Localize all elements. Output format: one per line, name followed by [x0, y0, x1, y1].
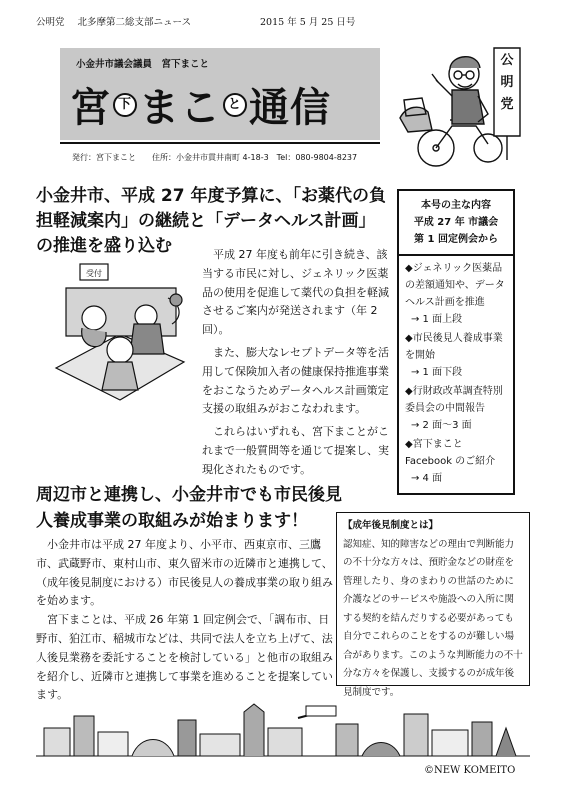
toc-heading-line: 本号の主な内容 — [421, 200, 491, 211]
toc-item-page: → 2 面～3 面 — [411, 420, 472, 431]
reception-sign: 受付 — [86, 269, 102, 278]
cyclist-cartoon-illustration — [392, 40, 528, 170]
svg-text:公: 公 — [500, 53, 514, 68]
explainer-text: 認知症、知的障害などの理由で判断能力の不十分な方々は、預貯金などの財産を管理したり、身のまわりの世話のために介護などのサービスや施設への入所に関する契約を結んだりする必要があっても自分でこれらのことをするのが難しい場合があります。このような判断能力の不十分な方々を保護し、支援するのが成年後見制度です。 — [343, 538, 523, 698]
toc-heading-line: 第 1 回定例会から — [414, 234, 498, 245]
toc-item-text: ◆市民後見人養成事業を開始 — [405, 333, 503, 361]
svg-text:党: 党 — [500, 97, 514, 112]
guardianship-explainer-box — [336, 512, 530, 698]
toc-item-text: ◆ジェネリック医薬品の差額通知や、データヘルス計画を推進 — [405, 263, 505, 308]
article1-paragraph: また、膨大なレセプトデータ等を活用して保険加入者の健康保持推進事業をおこなうためデータヘルス計画策定支援の取組みがおこなわれます。 — [202, 345, 389, 416]
article2-paragraph: 宮下まことは、平成 26 年第 1 回定例会で、「調布市、日野市、狛江市、稲城市などは、共同で法人を立ち上げて、法人後見業務を委託することを検討している」と他市の取組みを紹介し、近隣市と連携して事業を進めることを提案しています。 — [36, 613, 333, 702]
issuer-line: 発行：宮下まこと 住所：小金井市貫井南町 4-18-3 Tel：080-9804-8237 — [72, 153, 358, 162]
branch-name: 北多摩第二総支部ニュース — [77, 17, 192, 28]
pharmacy-reception-illustration — [50, 258, 190, 408]
article1-body — [202, 246, 392, 480]
toc-heading — [399, 191, 513, 256]
masthead-subtitle: 小金井市議会議員 宮下まこと — [76, 59, 210, 70]
toc-item-page: → 1 面下段 — [411, 367, 463, 378]
article1-headline: 小金井市、平成 27 年度予算に、「お薬代の負担軽減案内」の継続と「データヘルス計画」の推進を盛り込む — [36, 186, 386, 256]
toc-item-page: → 1 面上段 — [411, 314, 463, 325]
copyright-notice: ©NEW KOMEITO — [424, 765, 516, 776]
toc-item-text: ◆宮下まこと Facebook のご紹介 — [405, 439, 496, 467]
title-part-b: まこ — [139, 84, 221, 131]
article1-paragraph: 平成 27 年度も前年に引き続き、該当する市民に対し、ジェネリック医薬品の使用を促進して薬代の負担を軽減させるご案内が発送されます（年 2 回）。 — [202, 248, 389, 337]
article1-paragraph: これらはいずれも、宮下まことがこれまで一般質問等を通じて提案し、実現化されたものです。 — [202, 425, 389, 476]
explainer-title: 【成年後見制度とは】 — [343, 520, 439, 531]
cityscape-footer-illustration — [36, 698, 530, 762]
title-part-c: 通信 — [249, 84, 331, 131]
title-circle-2: と — [223, 93, 247, 117]
issue-date: 2015 年 5 月 25 日号 — [260, 17, 356, 28]
toc-heading-line: 平成 27 年 市議会 — [413, 217, 499, 228]
party-name: 公明党 — [36, 17, 65, 28]
toc-item — [405, 436, 508, 487]
masthead-title — [70, 76, 331, 133]
title-part-a: 宮 — [70, 84, 111, 131]
toc-item — [405, 330, 508, 381]
toc-item — [405, 383, 508, 434]
table-of-contents — [397, 189, 515, 495]
svg-text:明: 明 — [500, 75, 514, 90]
masthead-rule — [60, 142, 380, 144]
newsletter-header — [36, 14, 201, 28]
article2-paragraph: 小金井市は平成 27 年度より、小平市、西東京市、三鷹市、武蔵野市、東村山市、東久留米市の近隣市と連携して、（成年後見制度における）市民後見人の養成事業の取り組みを始めます。 — [36, 538, 333, 608]
toc-item-text: ◆行財政改革調査特別委員会の中間報告 — [405, 386, 503, 414]
article2-body — [36, 536, 336, 705]
title-circle-1: 下 — [113, 93, 137, 117]
article2-headline: 周辺市と連携し、小金井市でも市民後見人養成事業の取組みが始まります！ — [36, 485, 342, 531]
toc-item-page: → 4 面 — [411, 473, 443, 484]
toc-item — [405, 260, 508, 328]
